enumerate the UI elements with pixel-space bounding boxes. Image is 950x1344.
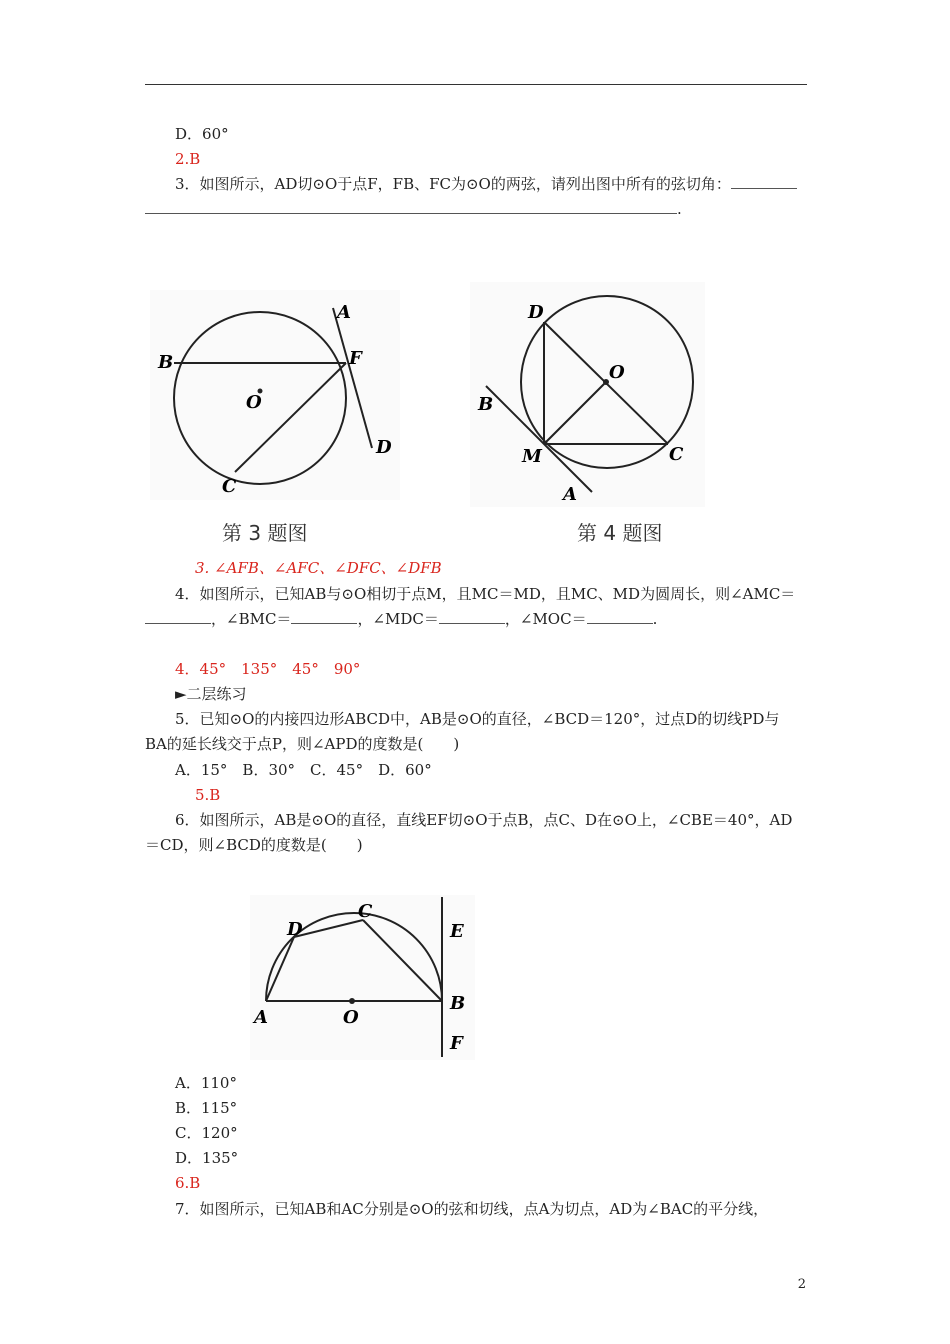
fig3-label-d: D — [376, 437, 392, 458]
q4-text-2c: ，∠MOC＝ — [504, 610, 587, 628]
q4-question-line2 — [145, 609, 657, 629]
q6-answer: 6.B — [175, 1174, 201, 1192]
fig6-label-a: A — [254, 1007, 268, 1028]
header-rule — [145, 84, 807, 85]
fig3-label-c: C — [222, 476, 237, 497]
q5-options: A．15° B．30° C．45° D．60° — [175, 761, 432, 779]
q5-question-line2: BA的延长线交于点P，则∠APD的度数是( ) — [145, 735, 460, 753]
q3-answer: 3. ∠AFB、∠AFC、∠DFC、∠DFB — [195, 559, 442, 577]
fig4-label-o: O — [609, 362, 625, 383]
fig6-label-b: B — [450, 993, 466, 1014]
q3-blank-1 — [731, 174, 797, 189]
q3-end: . — [677, 200, 682, 218]
fig6-center-dot — [349, 998, 355, 1004]
section-heading: ►二层练习 — [175, 685, 247, 703]
q6-option-b: B．115° — [175, 1099, 238, 1117]
q5-question: 5．已知⊙O的内接四边形ABCD中，AB是⊙O的直径，∠BCD＝120°，过点D的切线PD与 — [175, 710, 780, 728]
q4-blank-4 — [587, 609, 653, 624]
fig3-caption: 第 3 题图 — [222, 521, 308, 545]
fig4-label-m: M — [522, 446, 542, 467]
q4-text-2b: ，∠MDC＝ — [357, 610, 439, 628]
q6-question-line2: ＝CD，则∠BCD的度数是( ) — [145, 836, 363, 854]
q4-question: 4．如图所示，已知AB与⊙O相切于点M，且MC＝MD，且MC、MD为圆周长，则∠AMC＝ — [175, 585, 796, 603]
q3-question — [175, 174, 797, 194]
q5-answer: 5.B — [195, 786, 221, 804]
q4-blank-2 — [291, 609, 357, 624]
fig4-label-d: D — [528, 302, 544, 323]
fig4-label-a: A — [563, 484, 577, 505]
figure-4 — [470, 282, 705, 507]
fig6-label-f: F — [450, 1033, 463, 1054]
fig4-caption: 第 4 题图 — [577, 521, 663, 545]
figure-3 — [150, 290, 400, 500]
fig6-label-o: O — [343, 1007, 359, 1028]
q6-option-c: C．120° — [175, 1124, 238, 1142]
q6-option-d: D．135° — [175, 1149, 239, 1167]
q4-text-2a: ，∠BMC＝ — [211, 610, 292, 628]
q7-question: 7．如图所示，已知AB和AC分别是⊙O的弦和切线，点A为切点，AD为∠BAC的平分线， — [175, 1200, 769, 1218]
q3-blank-2 — [145, 199, 677, 214]
fig3-label-a: A — [337, 302, 351, 323]
fig6-label-e: E — [450, 921, 464, 942]
q6-option-a: A．110° — [175, 1074, 237, 1092]
q6-question: 6．如图所示，AB是⊙O的直径，直线EF切⊙O于点B，点C、D在⊙O上，∠CBE＝40°，AD — [175, 811, 793, 829]
q2-answer: 2.B — [175, 150, 201, 168]
q4-answer: 4．45° 135° 45° 90° — [175, 660, 361, 678]
q4-end: . — [652, 610, 658, 628]
fig4-label-b: B — [478, 394, 494, 415]
q3-text: 3．如图所示，AD切⊙O于点F，FB、FC为⊙O的两弦，请列出图中所有的弦切角： — [175, 175, 731, 193]
q2-option-d: D．60° — [175, 125, 229, 143]
fig3-label-b: B — [158, 352, 174, 373]
page-number: 2 — [797, 1277, 806, 1292]
fig3-label-f: F — [349, 348, 362, 369]
fig3-label-o: O — [246, 392, 262, 413]
q4-blank-3 — [439, 609, 505, 624]
q3-question-line2 — [145, 199, 682, 219]
q4-blank-1 — [145, 609, 211, 624]
fig4-label-c: C — [669, 444, 684, 465]
figure-6 — [250, 895, 475, 1060]
fig6-label-c: C — [358, 901, 373, 922]
fig6-label-d: D — [287, 919, 303, 940]
